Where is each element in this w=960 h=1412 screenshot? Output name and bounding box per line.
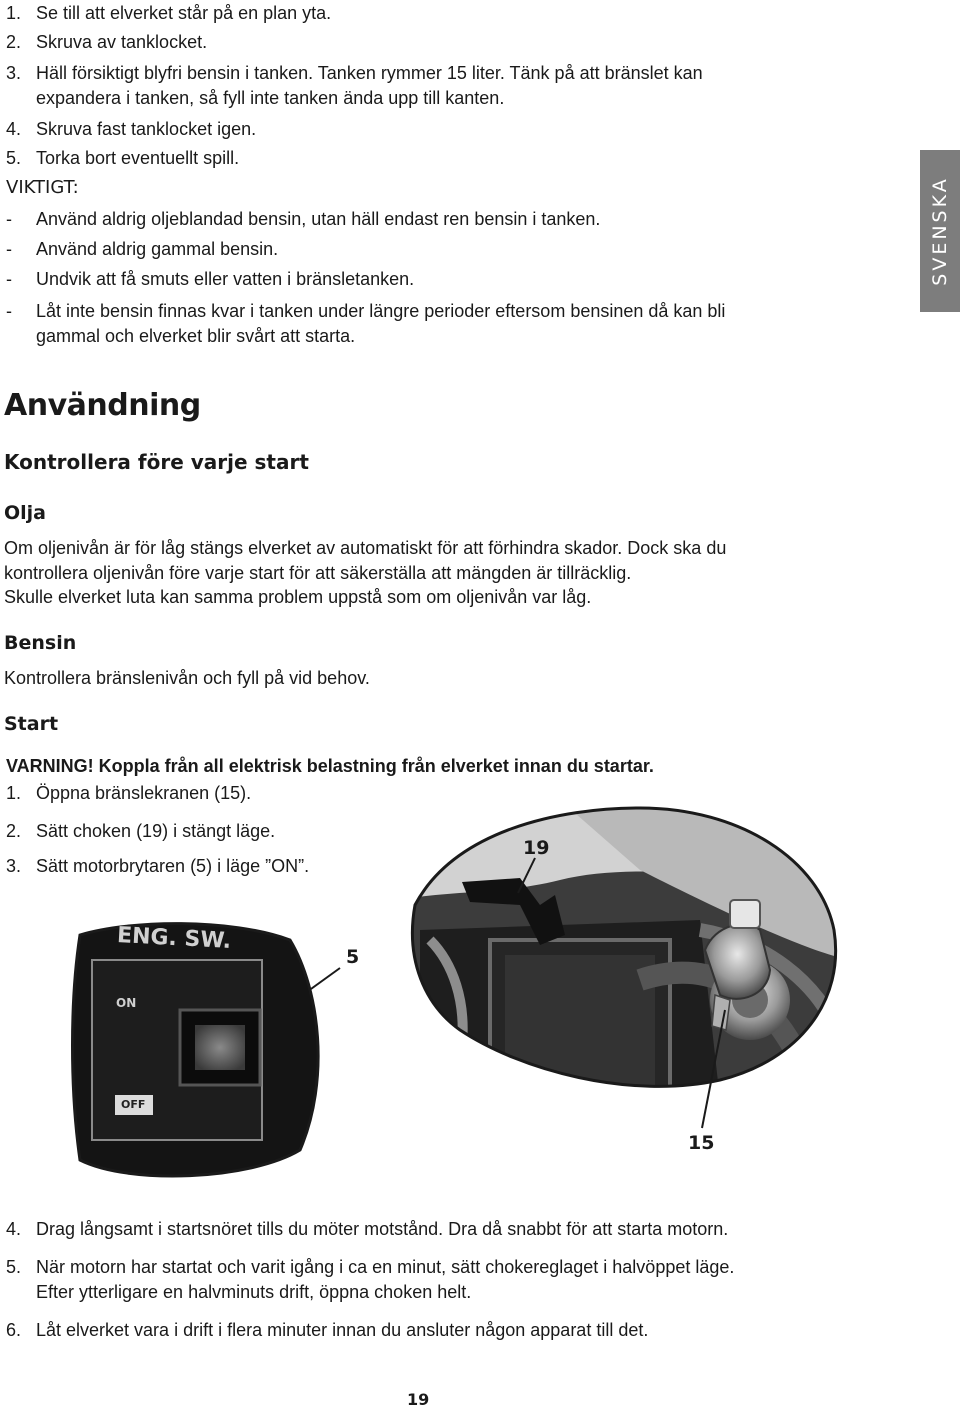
step-text: Sätt choken (19) i stängt läge. <box>36 821 276 841</box>
oil-text-line: Skulle elverket luta kan samma problem uppstå som om oljenivån var låg. <box>4 587 592 607</box>
dash: - <box>6 301 12 321</box>
step-text: Se till att elverket står på en plan yta. <box>36 3 332 23</box>
subsection-title: Kontrollera före varje start <box>4 450 309 474</box>
step-5-bottom-continued <box>36 1279 471 1305</box>
step-5-bottom <box>6 1254 734 1280</box>
callout-19: 19 <box>523 837 550 859</box>
step-number: 2. <box>6 32 22 52</box>
step-number: 6. <box>6 1320 22 1340</box>
step-number: 3. <box>6 856 22 876</box>
dash: - <box>6 209 12 229</box>
step-text: När motorn har startat och varit igång i ca en minut, sätt chokereglaget i halvöppet läge. <box>36 1257 735 1277</box>
oil-text-line: kontrollera oljenivån före varje start för att säkerställa att mängden är tillräcklig. <box>4 563 632 583</box>
step-number: 1. <box>6 783 22 803</box>
important-text: Använd aldrig gammal bensin. <box>36 239 279 259</box>
step-number: 1. <box>6 3 22 23</box>
important-label: VIKTIGT: <box>6 177 79 198</box>
step-number: 4. <box>6 1219 22 1239</box>
warning-text: Koppla från all elektrisk belastning från elverket innan du startar. <box>93 756 654 776</box>
engine-switch-photo <box>60 915 340 1195</box>
fuel-text: Kontrollera bränslenivån och fyll på vid behov. <box>4 668 370 688</box>
oil-heading: Olja <box>4 502 46 524</box>
dash: - <box>6 239 12 259</box>
engine-photo <box>400 800 850 1100</box>
step-number: 5. <box>6 1257 22 1277</box>
important-text: Låt inte bensin finnas kvar i tanken under längre perioder eftersom bensinen då kan bli <box>36 301 726 321</box>
start-heading: Start <box>4 713 59 735</box>
warning-label: VARNING! <box>6 756 94 776</box>
step-number: 2. <box>6 821 22 841</box>
step-6-bottom <box>6 1317 648 1343</box>
step-text: Drag långsamt i startsnöret tills du möter motstånd. Dra då snabbt för att starta motorn. <box>36 1219 729 1239</box>
step-text: Skruva av tanklocket. <box>36 32 208 52</box>
oil-text-line: Om oljenivån är för låg stängs elverket av automatiskt för att förhindra skador. Dock ska du <box>4 538 727 558</box>
important-text: Använd aldrig oljeblandad bensin, utan häll endast ren bensin i tanken. <box>36 209 601 229</box>
important-text: gammal och elverket blir svårt att starta. <box>36 326 356 346</box>
eng-sw-label: ENG. SW. <box>116 923 232 954</box>
step-text: Låt elverket vara i drift i flera minuter innan du ansluter någon apparat till det. <box>36 1320 649 1340</box>
callout-15: 15 <box>688 1132 715 1154</box>
on-label: ON <box>116 996 137 1010</box>
section-title: Användning <box>4 388 201 423</box>
step-text: Öppna bränslekranen (15). <box>36 783 252 803</box>
important-text: Undvik att få smuts eller vatten i bränsletanken. <box>36 269 415 289</box>
page-number: 19 <box>407 1390 430 1409</box>
step-number: 3. <box>6 63 22 83</box>
callout-5: 5 <box>346 946 360 968</box>
step-text: Sätt motorbrytaren (5) i läge ”ON”. <box>36 856 310 876</box>
step-text: Efter ytterligare en halvminuts drift, öppna choken helt. <box>36 1282 472 1302</box>
step-text: Torka bort eventuellt spill. <box>36 148 240 168</box>
step-text: expandera i tanken, så fyll inte tanken ända upp till kanten. <box>36 88 505 108</box>
off-label: OFF <box>121 1098 146 1111</box>
step-text: Skruva fast tanklocket igen. <box>36 119 257 139</box>
step-number: 5. <box>6 148 22 168</box>
step-number: 4. <box>6 119 22 139</box>
language-label: SVENSKA <box>929 176 951 286</box>
step-4-bottom <box>6 1216 728 1242</box>
step-text: Häll försiktigt blyfri bensin i tanken. Tanken rymmer 15 liter. Tänk på att bränslet kan <box>36 63 703 83</box>
dash: - <box>6 269 12 289</box>
fuel-heading: Bensin <box>4 632 77 654</box>
